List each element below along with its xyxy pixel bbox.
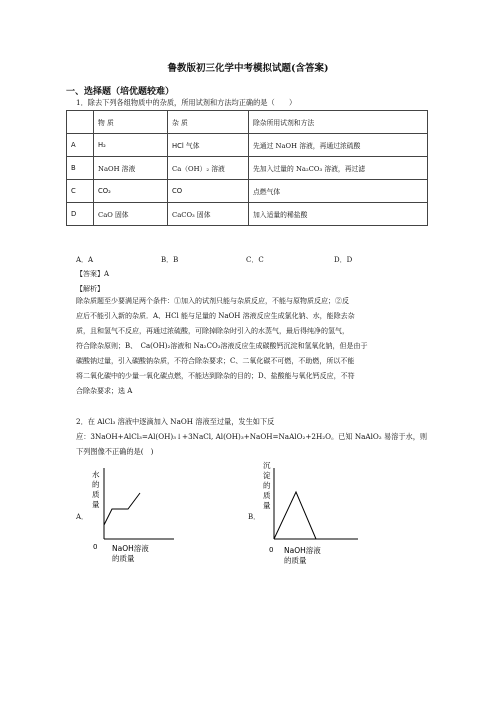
table-cell: D	[67, 203, 94, 226]
graph-a-xlabel-line: NaOH溶液	[112, 544, 149, 553]
table-cell: B	[67, 157, 94, 180]
table-cell: 先通过 NaOH 溶液，再通过浓硫酸	[249, 134, 428, 157]
choice-c[interactable]: C．C	[246, 256, 264, 264]
question-1-stem: 1．除去下列各组物质中的杂质，所用试剂和方法均正确的是（ ）	[76, 98, 297, 107]
table-cell: CaCO₃ 固体	[168, 203, 249, 226]
question-2-line-2: 应：3NaOH+AlCl₃=Al(OH)₃↓+3NaCl, Al(OH)₃+NaOH=NaAlO₂+2H₂O。已知 NaAlO₂ 易溶于水，则	[76, 432, 428, 441]
graph-b-option[interactable]: B．	[248, 513, 261, 521]
table-header-cell: 物 质	[94, 111, 168, 134]
graph-b-ylabel-char: 质	[263, 491, 271, 500]
choice-b[interactable]: B．B	[161, 256, 179, 264]
table-cell: Ca（OH）₂ 溶液	[168, 157, 249, 180]
question-1-table	[66, 110, 428, 226]
table-cell: NaOH 溶液	[94, 157, 168, 180]
table-row	[67, 203, 428, 226]
table-row	[67, 180, 428, 203]
graph-a	[84, 465, 199, 575]
graph-b-ylabel-char: 的	[263, 481, 271, 490]
table-cell: A	[67, 134, 94, 157]
graph-a-xlabel-line: 的质量	[112, 554, 135, 563]
analysis-line: 将二氧化碳中的少量一氧化碳点燃，不能达到除杂的目的；D、盐酸能与氧化钙反应，不符	[76, 372, 355, 380]
graph-a-curve	[104, 493, 140, 525]
page-title: 鲁教版初三化学中考模拟试题(含答案)	[167, 63, 329, 74]
choice-d[interactable]: D．D	[334, 256, 353, 264]
graph-b-origin: 0	[269, 546, 274, 554]
analysis-line: 应后不能引入新的杂质．A、HCl 能与足量的 NaOH 溶液反应生成氯化钠、水，能除去杂	[76, 312, 355, 320]
table-cell: 先加入过量的 Na₂CO₃ 溶液，再过滤	[249, 157, 428, 180]
graph-b-xlabel-line: 的质量	[284, 556, 307, 565]
table-cell: C	[67, 180, 94, 203]
analysis-line: 除杂质题至少要满足两个条件：①加入的试剂只能与杂质反应，不能与原物质反应；②反	[76, 297, 349, 305]
section-heading: 一、选择题（培优题较难）	[66, 87, 175, 97]
analysis-text	[76, 294, 428, 399]
graph-a-ylabel-char: 的	[92, 480, 100, 489]
table-cell: 点燃气体	[249, 180, 428, 203]
graph-a-ylabel-char: 质	[92, 490, 100, 499]
table-row	[67, 157, 428, 180]
analysis-line: 碳酸钠过量，引入碳酸钠杂质，不符合除杂要求；C、二氧化碳不可燃，不助燃，所以不能	[76, 357, 355, 365]
question-2-line-3: 下列图像不正确的是( )	[76, 447, 154, 456]
table-cell: CO₂	[94, 180, 168, 203]
question-2-line-1: 2．在 AlCl₃ 溶液中逐滴加入 NaOH 溶液至过量，发生如下反	[76, 417, 275, 426]
graph-a-ylabel-char: 水	[92, 470, 100, 479]
graph-b-xlabel-line: NaOH溶液	[284, 546, 321, 555]
graph-a-ylabel-char: 量	[92, 500, 100, 509]
table-cell: 加入适量的稀盐酸	[249, 203, 428, 226]
graph-a-option[interactable]: A．	[76, 513, 89, 521]
table-header-cell: 除杂所用试剂和方法	[249, 111, 428, 134]
graph-b-ylabel-char: 沉	[263, 461, 271, 470]
analysis-line: 合除杂要求；选 A	[76, 387, 133, 395]
table-cell: H₂	[94, 134, 168, 157]
table-cell: CaO 固体	[94, 203, 168, 226]
table-row	[67, 134, 428, 157]
table-cell: CO	[168, 180, 249, 203]
answer-line: 【答案】A	[76, 270, 110, 278]
graph-b-ylabel-char: 淀	[263, 471, 271, 480]
table-header-cell: 杂 质	[168, 111, 249, 134]
table-cell: HCl 气体	[168, 134, 249, 157]
analysis-line: 质，且和氢气不反应，再通过浓硫酸，可除掉除杂时引入的水蒸气，最后得纯净的氢气，	[76, 327, 349, 335]
graph-b-curve	[274, 492, 316, 539]
table-header-row	[67, 111, 428, 134]
graph-b-ylabel-char: 量	[263, 501, 271, 510]
table-header-cell	[67, 111, 94, 134]
analysis-line: 符合除杂原则；B、 Ca(OH)₂溶液和 Na₂CO₃溶液反应生成碳酸钙沉淀和氢氧化钠，但是由于	[76, 342, 368, 350]
graph-a-origin: 0	[93, 543, 98, 551]
graph-b	[258, 458, 378, 573]
analysis-label: 【解析】	[76, 285, 104, 293]
choice-a[interactable]: A．A	[76, 256, 94, 264]
